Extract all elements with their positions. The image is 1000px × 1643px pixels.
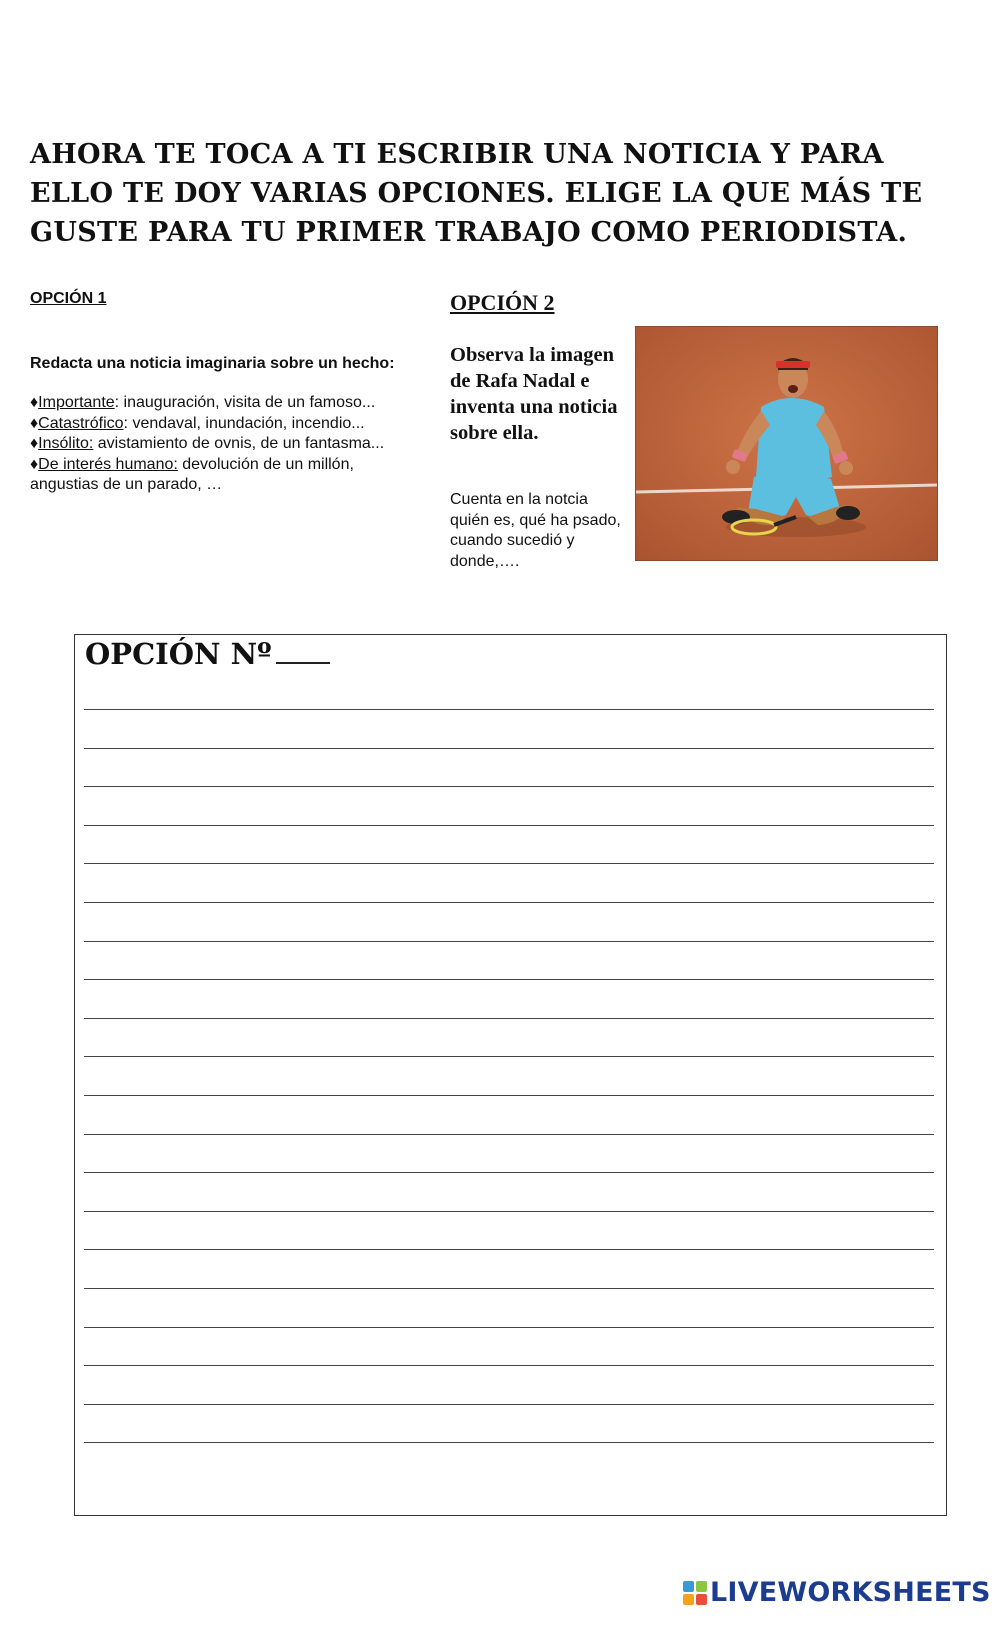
writing-line[interactable]: [84, 1442, 934, 1443]
list-item-text: devolución de un millón,: [177, 455, 354, 473]
writing-line[interactable]: [84, 863, 934, 864]
list-item: [30, 434, 430, 455]
writing-line[interactable]: [84, 1288, 934, 1289]
option2-text: Observa la imagen de Rafa Nadal e inventa una noticia sobre ella.: [450, 344, 618, 444]
option1-title: OPCIÓN 1: [30, 290, 107, 307]
writing-line[interactable]: [84, 1095, 934, 1096]
list-item-sep: :: [123, 414, 128, 432]
list-item-term: Importante: [38, 394, 115, 411]
list-item-text: avistamiento de ovnis, de un fantasma...: [93, 435, 385, 452]
answer-box-title: [85, 637, 330, 671]
tennis-player-illustration: [636, 327, 938, 561]
writing-line[interactable]: [84, 1404, 934, 1405]
option-number-blank[interactable]: [276, 660, 330, 664]
bullet-icon: ♦: [30, 455, 39, 473]
option1-intro: Redacta una noticia imaginaria sobre un hecho:: [30, 355, 395, 372]
list-item-term: Catastrófico: [38, 414, 124, 432]
liveworksheets-logo-icon: [683, 1581, 707, 1605]
option1-list: [30, 393, 430, 496]
bullet-icon: ♦: [30, 414, 39, 432]
writing-line[interactable]: [84, 902, 934, 903]
bullet-icon: ♦: [30, 394, 39, 411]
list-item-term: De interés humano:: [38, 455, 178, 473]
writing-line[interactable]: [84, 1134, 934, 1135]
writing-line[interactable]: [84, 748, 934, 749]
list-item: [30, 414, 430, 435]
writing-line[interactable]: [84, 825, 934, 826]
option2-title: OPCIÓN 2: [450, 290, 555, 315]
writing-line[interactable]: [84, 1211, 934, 1212]
answer-box[interactable]: [74, 634, 947, 1516]
bullet-icon: ♦: [30, 435, 39, 452]
answer-box-title-text: OPCIÓN Nº: [85, 637, 272, 671]
writing-line[interactable]: [84, 786, 934, 787]
option2-subtext: Cuenta en la notcia quién es, qué ha psado, cuando sucedió y donde,….: [450, 491, 621, 570]
writing-line[interactable]: [84, 709, 934, 710]
writing-line[interactable]: [84, 1056, 934, 1057]
list-item-text: inauguración, visita de un famoso...: [119, 394, 376, 411]
writing-line[interactable]: [84, 1327, 934, 1328]
footer-brand: [683, 1577, 991, 1608]
writing-line[interactable]: [84, 1018, 934, 1019]
nadal-photo: [635, 326, 938, 561]
list-item: [30, 455, 430, 496]
list-item-continuation: angustias de un parado, …: [30, 476, 223, 493]
writing-line[interactable]: [84, 941, 934, 942]
brand-name: LIVEWORKSHEETS: [710, 1577, 991, 1608]
writing-line[interactable]: [84, 1249, 934, 1250]
writing-line[interactable]: [84, 1172, 934, 1173]
writing-line[interactable]: [84, 979, 934, 980]
writing-line[interactable]: [84, 1365, 934, 1366]
list-item-text: vendaval, inundación, incendio...: [128, 414, 365, 432]
list-item-sep: :: [114, 394, 120, 411]
list-item: [30, 393, 430, 414]
page-heading: AHORA TE TOCA A TI ESCRIBIR UNA NOTICIA Y PARA ELLO TE DOY VARIAS OPCIONES. ELIGE LA QUE MÁS TE GUSTE PARA TU PRIMER TRABAJO COMO PERIODISTA.: [30, 139, 923, 248]
list-item-term: Insólito:: [38, 435, 94, 452]
